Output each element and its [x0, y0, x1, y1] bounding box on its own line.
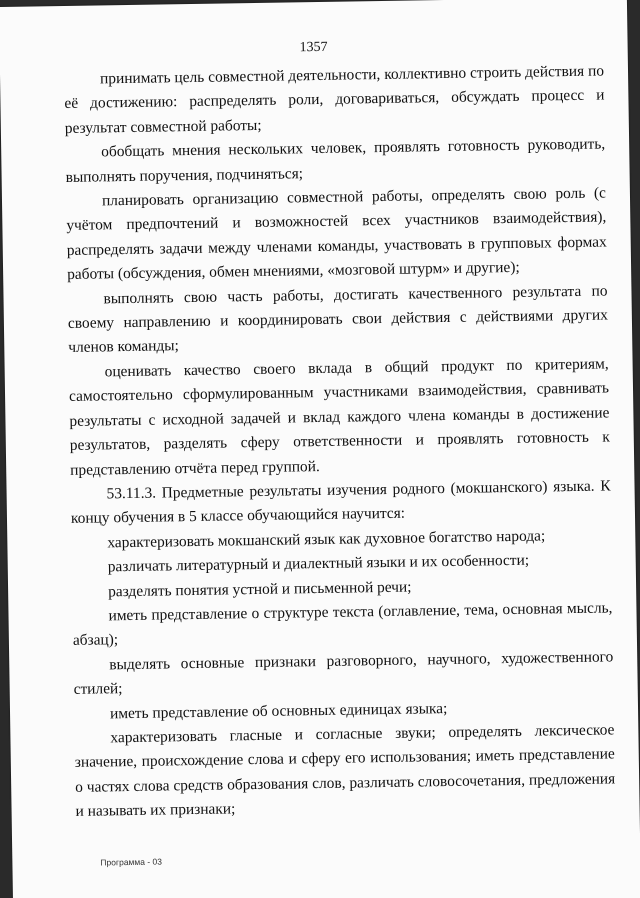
- list-item: различать литературный и диалектный языки и их особенности;: [107, 551, 530, 576]
- list-item: выделять основные признаки разговорного, научного, художественного стилей;: [73, 648, 614, 699]
- paragraph: принимать цель совместной деятельности, коллективно строить действия по её достижению: распределять роли, договариваться, обсуждать процесс и результат совместной работы;: [64, 62, 605, 137]
- list-item: иметь представление о структуре текста (оглавление, тема, основная мысль, абзац);: [72, 599, 613, 650]
- paragraph: планировать организацию совместной работы, определять свою роль (с учётом предпочтений и возможностей всех участников взаимодействия), распределять задачи между членами команды, участвовать в групповых формах работы (обсуждения, обмен мнениями, «мозговой штурм» и другие);: [66, 184, 607, 284]
- list-item: иметь представление об основных единицах языка;: [109, 699, 448, 722]
- paragraph: оценивать качество своего вклада в общий продукт по критериям, самостоятельно сформулированным участниками взаимодействия, сравнивать результаты с исходной задачей и вклад каждого члена команды в достижение результатов, разделять сферу ответственности и проявлять готовность к представлению отчёта перед группой.: [68, 355, 610, 479]
- list-item: разделять понятия устной и письменной речи;: [107, 578, 412, 600]
- section-heading-paragraph: 53.11.3. Предметные результаты изучения родного (мокшанского) языка. К концу обучения в 5 классе обучающийся научится:: [70, 477, 611, 528]
- paragraph: выполнять свою часть работы, достигать качественного результата по своему направлению и координировать свои действия с действиями других членов команды;: [67, 282, 608, 357]
- list-item: характеризовать гласные и согласные звуки; определять лексическое значение, происхождение слова и сферу его использования; иметь представление о частях слова средств образования слов, различать словосочетания, предложения и называть их признаки;: [74, 721, 616, 821]
- footer-label: Программа - 03: [100, 856, 163, 868]
- page-number: 1357: [299, 39, 328, 56]
- paragraph: обобщать мнения нескольких человек, проявлять готовность руководить, выполнять поручения, подчиняться;: [65, 135, 606, 186]
- body-text: [64, 59, 616, 824]
- list-item: характеризовать мокшанский язык как духовное богатство народа;: [107, 527, 546, 552]
